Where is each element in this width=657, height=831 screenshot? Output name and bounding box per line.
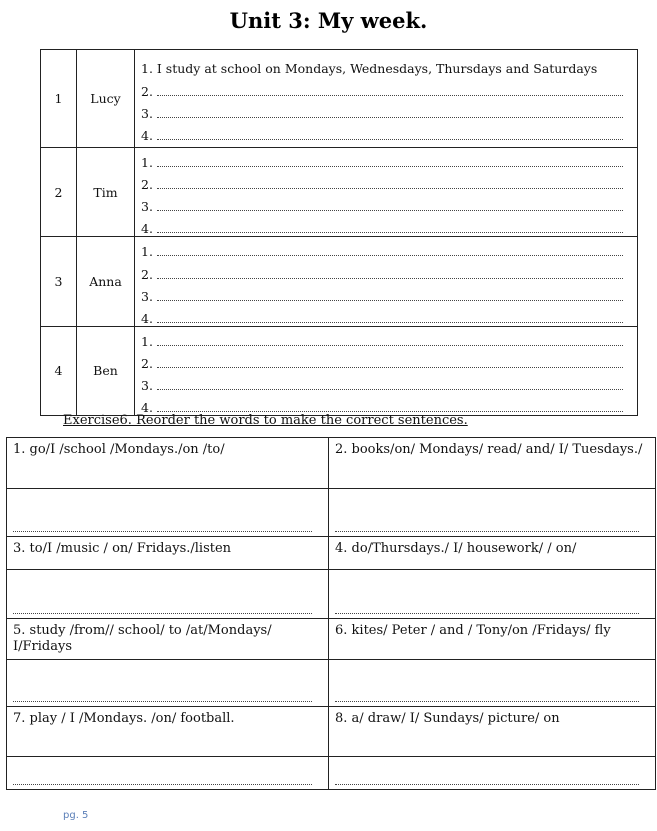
student-row	[41, 237, 638, 326]
prompt-cell: 8. a/ draw/ I/ Sundays/ picture/ on	[329, 707, 656, 757]
dotted-line	[157, 388, 623, 390]
line-number: 2.	[141, 177, 153, 193]
student-row	[41, 326, 638, 415]
line-number: 4.	[141, 400, 153, 416]
line-number: 3.	[141, 105, 153, 121]
line-number: 4.	[141, 310, 153, 326]
line-number: 1.	[141, 244, 153, 260]
dotted-line	[157, 344, 623, 346]
answer-row	[7, 489, 656, 537]
answer-cell[interactable]	[7, 660, 329, 707]
answer-cell[interactable]	[7, 489, 329, 537]
answer-cell[interactable]	[329, 570, 656, 619]
prompt-cell: 6. kites/ Peter / and / Tony/on /Fridays/ fly	[329, 619, 656, 660]
answer-line[interactable]	[135, 148, 637, 170]
line-text: 1. I study at school on Mondays, Wednesdays, Thursdays and Saturdays	[141, 61, 598, 77]
answer-line[interactable]	[135, 99, 637, 121]
prompt-cell: 5. study /from// school/ to /at/Mondays/ I/Fridays	[7, 619, 329, 660]
answer-line[interactable]	[135, 192, 637, 214]
student-row	[41, 50, 638, 148]
answer-cell[interactable]	[7, 570, 329, 619]
answer-line[interactable]	[135, 327, 637, 349]
prompt-cell: 4. do/Thursdays./ I/ housework/ / on/	[329, 537, 656, 570]
prompt-cell: 7. play / I /Mondays. /on/ football.	[7, 707, 329, 757]
student-name: Lucy	[77, 50, 135, 148]
dotted-line	[157, 410, 623, 412]
dotted-line	[335, 612, 639, 614]
line-number: 3.	[141, 378, 153, 394]
answer-line[interactable]	[135, 121, 637, 143]
answer-line[interactable]	[135, 259, 637, 281]
answer-row	[7, 660, 656, 707]
page-number: pg. 5	[63, 810, 89, 821]
dotted-line	[157, 321, 623, 323]
dotted-line	[157, 94, 623, 96]
dotted-line	[157, 254, 623, 256]
prompt-row	[7, 619, 656, 660]
dotted-line	[157, 138, 623, 140]
line-number: 4.	[141, 127, 153, 143]
dotted-line	[335, 530, 639, 532]
answer-cell[interactable]	[329, 757, 656, 790]
dotted-line	[157, 299, 623, 301]
exercise-heading: Exercise6. Reorder the words to make the correct sentences.	[63, 413, 468, 428]
dotted-line	[157, 209, 623, 211]
prompt-row	[7, 537, 656, 570]
student-name: Anna	[77, 237, 135, 326]
dotted-line	[13, 783, 312, 785]
dotted-line	[335, 700, 639, 702]
students-table	[40, 49, 638, 416]
answer-cell[interactable]	[329, 489, 656, 537]
row-number: 3	[41, 237, 77, 326]
answer-row	[7, 570, 656, 619]
answer-line[interactable]	[135, 214, 637, 236]
line-number: 3.	[141, 199, 153, 215]
line-number: 2.	[141, 266, 153, 282]
line-number: 1.	[141, 333, 153, 349]
answer-cell[interactable]	[7, 757, 329, 790]
row-number: 1	[41, 50, 77, 148]
row-number: 2	[41, 148, 77, 237]
dotted-line	[335, 783, 639, 785]
reorder-table	[6, 437, 656, 790]
line-number: 2.	[141, 355, 153, 371]
line-number: 4.	[141, 221, 153, 237]
line-number: 2.	[141, 83, 153, 99]
answer-line[interactable]	[135, 393, 637, 415]
row-number: 4	[41, 326, 77, 415]
line-number: 1.	[141, 155, 153, 171]
student-name: Ben	[77, 326, 135, 415]
dotted-line	[157, 277, 623, 279]
answer-line[interactable]	[135, 76, 637, 98]
answer-line[interactable]	[135, 371, 637, 393]
answer-line[interactable]	[135, 349, 637, 371]
prompt-cell: 1. go/I /school /Mondays./on /to/	[7, 438, 329, 489]
prompt-cell: 2. books/on/ Mondays/ read/ and/ I/ Tuesdays./	[329, 438, 656, 489]
dotted-line	[13, 612, 312, 614]
answer-line[interactable]	[135, 304, 637, 326]
line-number: 3.	[141, 288, 153, 304]
dotted-line	[157, 165, 623, 167]
dotted-line	[157, 116, 623, 118]
dotted-line	[13, 700, 312, 702]
answer-line[interactable]	[135, 170, 637, 192]
answer-line[interactable]	[135, 282, 637, 304]
answer-cell[interactable]	[329, 660, 656, 707]
dotted-line	[157, 366, 623, 368]
answer-line[interactable]	[135, 54, 637, 76]
answer-line[interactable]	[135, 237, 637, 259]
dotted-line	[13, 530, 312, 532]
answer-row	[7, 757, 656, 790]
student-name: Tim	[77, 148, 135, 237]
prompt-row	[7, 438, 656, 489]
student-row	[41, 148, 638, 237]
prompt-row	[7, 707, 656, 757]
page-title: Unit 3: My week.	[229, 8, 428, 33]
dotted-line	[157, 231, 623, 233]
dotted-line	[157, 187, 623, 189]
prompt-cell: 3. to/I /music / on/ Fridays./listen	[7, 537, 329, 570]
